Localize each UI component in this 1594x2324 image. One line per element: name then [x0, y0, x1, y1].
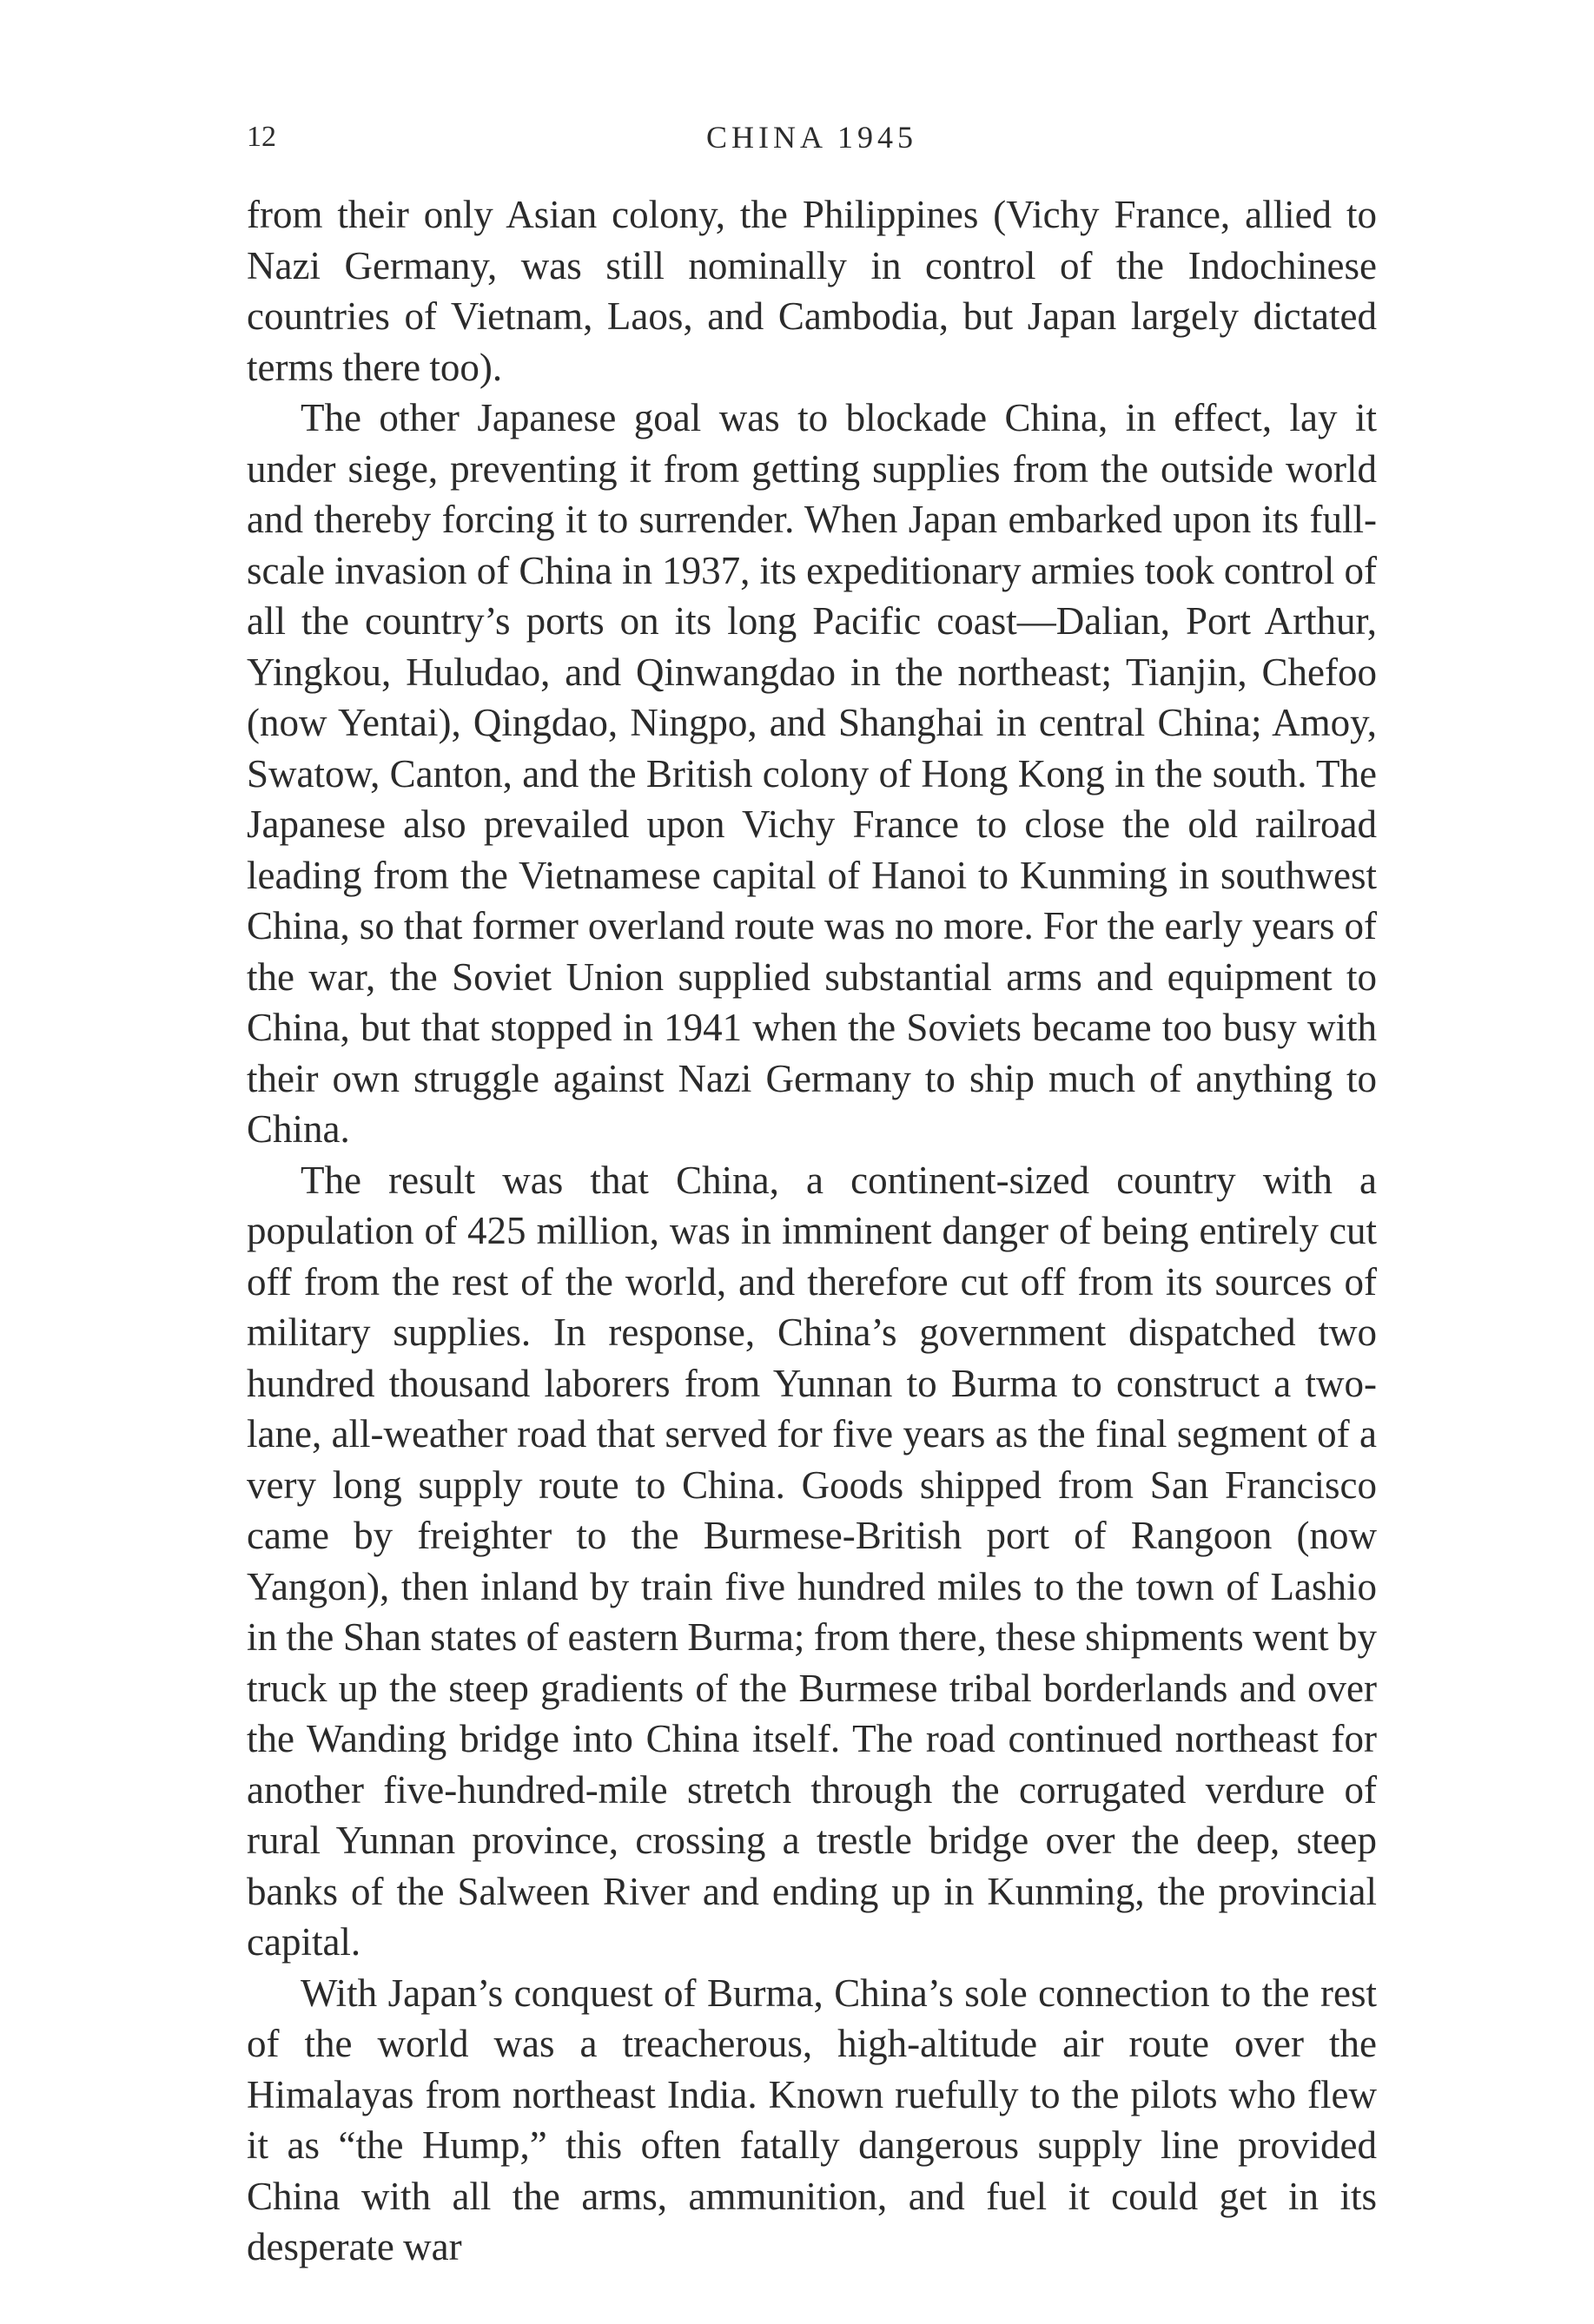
paragraph-burma-road: The result was that China, a continent-sized country with a population of 425 million, was in imminent danger of being entirely cut off from the rest of the world, and therefore cut off from its sources of military supplies. In response, China’s government dispatched two hundred thousand laborers from Yunnan to Burma to construct a two-lane, all-weather road that served for five years as the final segment of a very long supply route to China. Goods shipped from San Francisco came by freighter to the Burmese-British port of Rangoon (now Yangon), then inland by train five hundred miles to the town of Lashio in the Shan states of eastern Burma; from there, these shipments went by truck up the steep gradients of the Burmese tribal borderlands and over the Wanding bridge into China itself. The road continued northeast for another five-hundred-mile stretch through the corrugated verdure of rural Yunnan province, crossing a trestle bridge over the deep, steep banks of the Salween River and ending up in Kunming, the provincial capital. — [247, 1158, 1377, 1964]
paragraph-the-hump: With Japan’s conquest of Burma, China’s sole connection to the rest of the world was a treacherous, high-altitude air route over the Himalayas from northeast India. Known ruefully to the pilots who flew it as “the Hump,” this often fatally dangerous supply line provided China with all the arms, ammunition, and fuel it could get in its desperate war — [247, 1971, 1377, 2268]
book-title: CHINA 1945 — [705, 120, 917, 155]
body-text — [247, 189, 1377, 2273]
paragraph-blockade: The other Japanese goal was to blockade China, in effect, lay it under siege, preventing it from getting supplies from the outside world and thereby forcing it to surrender. When Japan embarked upon its full-scale invasion of China in 1937, its expeditionary armies took control of all the country’s ports on its long Pacific coast—Dalian, Port Arthur, Yingkou, Huludao, and Qinwangdao in the northeast; Tianjin, Chefoo (now Yentai), Qingdao, Ningpo, and Shanghai in central China; Amoy, Swatow, Canton, and the British colony of Hong Kong in the south. The Japanese also prevailed upon Vichy France to close the old railroad leading from the Vietnamese capital of Hanoi to Kunming in southwest China, so that former overland route was no more. For the early years of the war, the Soviet Union supplied substantial arms and equipment to China, but that stopped in 1941 when the Soviets became too busy with their own struggle against Nazi Germany to ship much of anything to China. — [247, 396, 1377, 1151]
page-number: 12 — [247, 121, 276, 153]
running-head — [247, 111, 1377, 163]
paragraph-continued: from their only Asian colony, the Philippines (Vichy France, allied to Nazi Germany, was still nominally in control of the Indochinese countries of Vietnam, Laos, and Cambodia, but Japan largely dictated terms there too). — [247, 193, 1377, 389]
